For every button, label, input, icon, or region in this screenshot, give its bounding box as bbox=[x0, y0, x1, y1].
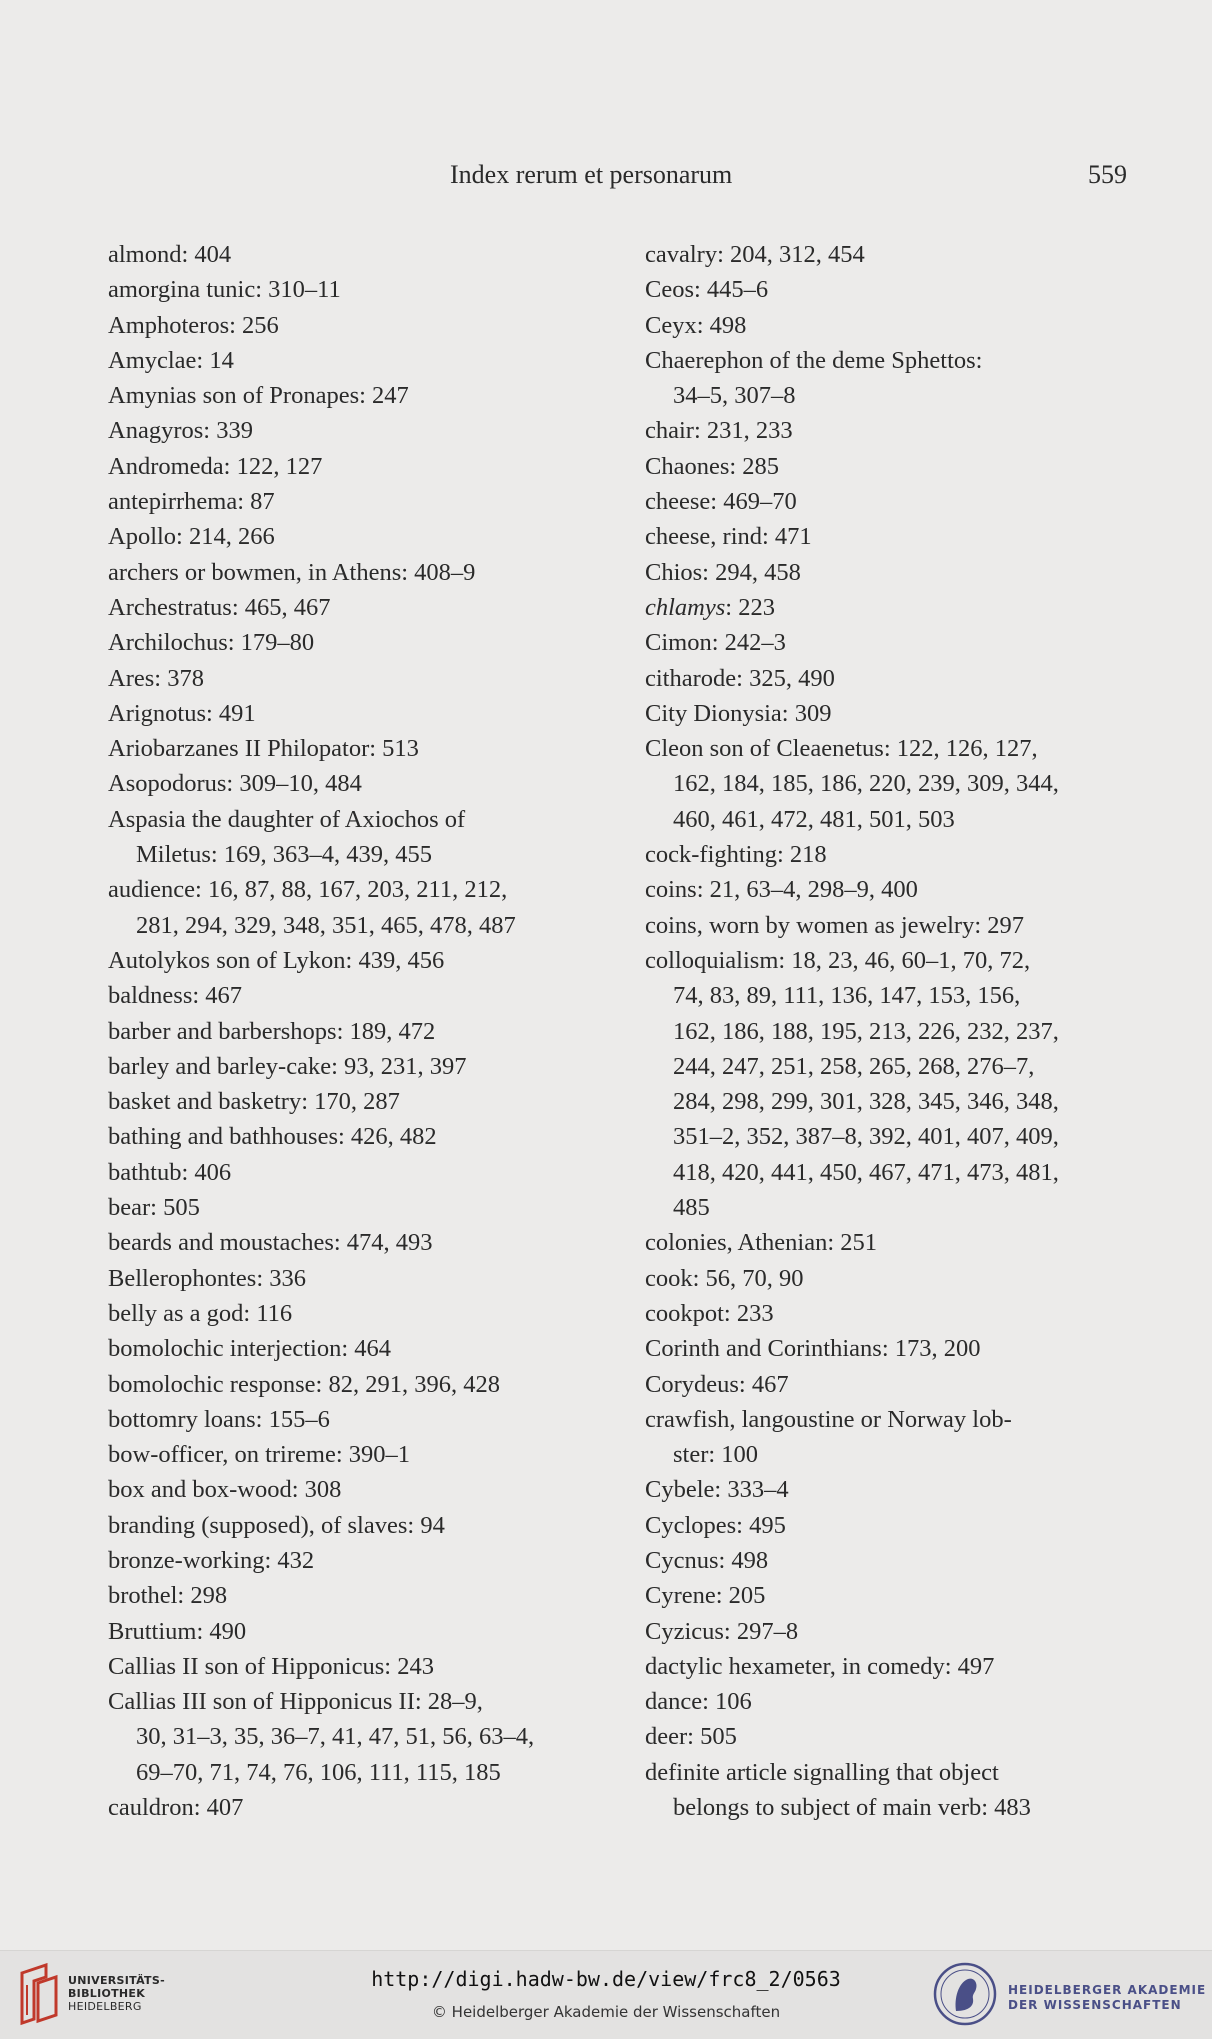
index-entry-text: citharode: 325, 490 bbox=[645, 664, 835, 692]
academy-name bbox=[1008, 1983, 1206, 2013]
index-entry-continuation: 30, 31–3, 35, 36–7, 41, 47, 51, 56, 63–4, bbox=[136, 1723, 535, 1751]
index-entry bbox=[645, 1719, 1125, 1754]
index-entry bbox=[645, 590, 1125, 625]
index-entry-text: archers or bowmen, in Athens: 408–9 bbox=[108, 558, 476, 586]
index-entry-text: baldness: 467 bbox=[108, 982, 243, 1010]
index-entry bbox=[108, 1472, 628, 1507]
index-entry-text: Cimon: 242–3 bbox=[645, 629, 786, 657]
index-entry-text: Aspasia the daughter of Axiochos of bbox=[108, 805, 466, 833]
academy-logo[interactable] bbox=[932, 1961, 1207, 2031]
index-entry bbox=[108, 943, 628, 978]
index-entry-text: Cyzicus: 297–8 bbox=[645, 1617, 799, 1645]
index-entry-text: Archilochus: 179–80 bbox=[108, 629, 315, 657]
index-entry bbox=[108, 1049, 628, 1084]
index-entry bbox=[645, 837, 1125, 872]
index-entry bbox=[108, 661, 628, 696]
index-entry bbox=[645, 1472, 1125, 1507]
index-entry bbox=[645, 1649, 1125, 1684]
index-entry bbox=[645, 661, 1125, 696]
index-entry-text: Chaerephon of the deme Sphettos: bbox=[645, 346, 983, 374]
index-entry bbox=[645, 519, 1125, 554]
index-entry bbox=[108, 1684, 628, 1790]
index-entry-text: bomolochic response: 82, 291, 396, 428 bbox=[108, 1370, 500, 1398]
running-head-title: Index rerum et personarum bbox=[450, 160, 733, 189]
index-entry-continuation: 460, 461, 472, 481, 501, 503 bbox=[673, 805, 955, 833]
index-entry bbox=[645, 731, 1125, 837]
index-entry bbox=[645, 1684, 1125, 1719]
index-entry bbox=[108, 1014, 628, 1049]
index-entry-text: cavalry: 204, 312, 454 bbox=[645, 241, 865, 268]
copyright-notice: © Heidelberger Akademie der Wissenschaften bbox=[431, 2003, 781, 2021]
index-entry-text: amorgina tunic: 310–11 bbox=[108, 276, 341, 304]
index-entry-continuation: Miletus: 169, 363–4, 439, 455 bbox=[136, 841, 433, 869]
index-entry-text: Amyclae: 14 bbox=[108, 346, 234, 374]
index-entry-text: cock-fighting: 218 bbox=[645, 841, 827, 869]
index-entry-text: Chaones: 285 bbox=[645, 452, 780, 480]
viewer-footer bbox=[0, 1950, 1212, 2039]
academy-name-line1: HEIDELBERGER AKADEMIE bbox=[1008, 1983, 1207, 1997]
index-entry bbox=[645, 872, 1125, 907]
index-entry bbox=[108, 1367, 628, 1402]
index-entry bbox=[645, 696, 1125, 731]
index-entry-text: barber and barbershops: 189, 472 bbox=[108, 1017, 436, 1045]
index-entry-text: Autolykos son of Lykon: 439, 456 bbox=[108, 946, 445, 974]
index-entry-continuation: ster: 100 bbox=[673, 1441, 759, 1469]
index-entry bbox=[645, 555, 1125, 590]
index-entry-text: Amynias son of Pronapes: 247 bbox=[108, 382, 409, 410]
ub-name-line3: HEIDELBERG bbox=[68, 2000, 142, 2013]
index-entry bbox=[108, 449, 628, 484]
index-entry-text: brothel: 298 bbox=[108, 1582, 228, 1610]
index-entry bbox=[645, 237, 1125, 272]
index-entry bbox=[645, 1261, 1125, 1296]
index-entry-text: definite article signalling that object bbox=[645, 1758, 999, 1786]
index-entry-continuation: 284, 298, 299, 301, 328, 345, 346, 348, bbox=[673, 1088, 1059, 1116]
index-column-left bbox=[108, 237, 628, 1825]
index-entry-continuation: 281, 294, 329, 348, 351, 465, 478, 487 bbox=[136, 911, 516, 939]
permalink-url[interactable]: http://digi.hadw-bw.de/view/frc8_2/0563 bbox=[371, 1967, 841, 1991]
index-entry bbox=[108, 413, 628, 448]
index-entry-continuation: 74, 83, 89, 111, 136, 147, 153, 156, bbox=[673, 982, 1021, 1010]
index-entry bbox=[108, 625, 628, 660]
index-entry bbox=[108, 272, 628, 307]
index-entry bbox=[108, 1296, 628, 1331]
index-entry-text: audience: 16, 87, 88, 167, 203, 211, 212, bbox=[108, 876, 508, 904]
index-entry bbox=[645, 484, 1125, 519]
index-entry-text: beards and moustaches: 474, 493 bbox=[108, 1229, 433, 1257]
index-entry-text: dactylic hexameter, in comedy: 497 bbox=[645, 1652, 995, 1680]
index-entry bbox=[108, 1261, 628, 1296]
index-entry bbox=[645, 1755, 1125, 1826]
index-entry bbox=[645, 908, 1125, 943]
index-entry-text: Asopodorus: 309–10, 484 bbox=[108, 770, 362, 798]
index-entry-text: branding (supposed), of slaves: 94 bbox=[108, 1511, 445, 1539]
index-entry-text: basket and basketry: 170, 287 bbox=[108, 1088, 400, 1116]
index-entry bbox=[108, 308, 628, 343]
academy-name-line2: DER WISSENSCHAFTEN bbox=[1008, 1998, 1182, 2012]
index-entry bbox=[108, 555, 628, 590]
index-entry-text: Cleon son of Cleaenetus: 122, 126, 127, bbox=[645, 735, 1038, 763]
index-entry-text: barley and barley-cake: 93, 231, 397 bbox=[108, 1052, 467, 1080]
index-entry bbox=[108, 1331, 628, 1366]
index-entry-text: Chios: 294, 458 bbox=[645, 558, 801, 586]
index-entry-text: Bruttium: 490 bbox=[108, 1617, 247, 1645]
index-entry-text: Corinth and Corinthians: 173, 200 bbox=[645, 1335, 981, 1363]
index-entry bbox=[108, 872, 628, 943]
index-entry-text: bronze-working: 432 bbox=[108, 1546, 315, 1574]
index-entry bbox=[108, 766, 628, 801]
index-entry-continuation: 34–5, 307–8 bbox=[673, 382, 796, 410]
index-entry bbox=[645, 343, 1125, 414]
index-entry-continuation: belongs to subject of main verb: 483 bbox=[673, 1794, 1031, 1822]
index-entry-text: dance: 106 bbox=[645, 1688, 752, 1716]
index-entry-text: Ariobarzanes II Philopator: 513 bbox=[108, 735, 419, 763]
index-entry-text: chlamys: 223 bbox=[645, 593, 775, 621]
index-entry bbox=[645, 1543, 1125, 1578]
index-entry-text: box and box-wood: 308 bbox=[108, 1476, 342, 1504]
ub-name-line2: BIBLIOTHEK bbox=[68, 1987, 146, 2000]
index-entry bbox=[108, 1402, 628, 1437]
index-entry-text: Cycnus: 498 bbox=[645, 1546, 769, 1574]
index-entry-continuation: 244, 247, 251, 258, 265, 268, 276–7, bbox=[673, 1052, 1035, 1080]
index-entry bbox=[108, 1543, 628, 1578]
index-entry bbox=[108, 802, 628, 873]
index-entry bbox=[645, 1225, 1125, 1260]
index-entry bbox=[645, 1367, 1125, 1402]
index-entry bbox=[645, 308, 1125, 343]
index-entry bbox=[108, 1649, 628, 1684]
index-entry-continuation: 162, 184, 185, 186, 220, 239, 309, 344, bbox=[673, 770, 1059, 798]
index-entry-continuation: 69–70, 71, 74, 76, 106, 111, 115, 185 bbox=[136, 1758, 501, 1786]
index-entry-text: Ceos: 445–6 bbox=[645, 276, 769, 304]
academy-seal-icon bbox=[932, 1961, 998, 2027]
index-column-right bbox=[645, 237, 1125, 1825]
index-entry bbox=[645, 1614, 1125, 1649]
index-entry-text: Bellerophontes: 336 bbox=[108, 1264, 307, 1292]
index-entry bbox=[645, 1578, 1125, 1613]
index-entry bbox=[645, 1296, 1125, 1331]
index-entry bbox=[645, 1508, 1125, 1543]
index-entry-text: belly as a god: 116 bbox=[108, 1299, 293, 1327]
index-entry bbox=[645, 943, 1125, 1225]
index-entry-text: antepirrhema: 87 bbox=[108, 488, 275, 516]
index-entry bbox=[108, 1119, 628, 1154]
index-entry-continuation: 351–2, 352, 387–8, 392, 401, 407, 409, bbox=[673, 1123, 1059, 1151]
index-entry bbox=[108, 1437, 628, 1472]
index-entry bbox=[108, 1225, 628, 1260]
index-entry-text: Callias II son of Hipponicus: 243 bbox=[108, 1652, 434, 1680]
index-entry bbox=[645, 413, 1125, 448]
index-entry-text: Anagyros: 339 bbox=[108, 417, 253, 445]
index-entry bbox=[108, 731, 628, 766]
index-entry bbox=[108, 237, 628, 272]
index-entry bbox=[108, 696, 628, 731]
index-entry-text: bottomry loans: 155–6 bbox=[108, 1405, 330, 1433]
index-entry-text: Andromeda: 122, 127 bbox=[108, 452, 323, 480]
index-entry-text: cook: 56, 70, 90 bbox=[645, 1264, 804, 1292]
index-entry-continuation: 162, 186, 188, 195, 213, 226, 232, 237, bbox=[673, 1017, 1059, 1045]
page-number: 559 bbox=[1088, 160, 1127, 189]
index-entry-text: Cybele: 333–4 bbox=[645, 1476, 789, 1504]
index-entry-text: almond: 404 bbox=[108, 241, 232, 268]
index-entry bbox=[108, 1578, 628, 1613]
index-entry bbox=[645, 449, 1125, 484]
index-entry-text: Archestratus: 465, 467 bbox=[108, 593, 331, 621]
index-entry-text: bomolochic interjection: 464 bbox=[108, 1335, 392, 1363]
index-entry bbox=[108, 1190, 628, 1225]
index-entry-text: Corydeus: 467 bbox=[645, 1370, 789, 1398]
index-entry-continuation: 485 bbox=[673, 1194, 710, 1222]
index-entry-text: cheese: 469–70 bbox=[645, 488, 797, 516]
index-entry bbox=[108, 1790, 628, 1825]
index-entry-text: Cyrene: 205 bbox=[645, 1582, 766, 1610]
index-entry-text: bathtub: 406 bbox=[108, 1158, 232, 1186]
index-entry bbox=[645, 1331, 1125, 1366]
index-entry bbox=[108, 1614, 628, 1649]
index-entry bbox=[108, 484, 628, 519]
index-entry bbox=[645, 625, 1125, 660]
index-entry-text: coins: 21, 63–4, 298–9, 400 bbox=[645, 876, 918, 904]
index-entry bbox=[108, 1508, 628, 1543]
index-entry-text: bow-officer, on trireme: 390–1 bbox=[108, 1441, 411, 1469]
index-entry-text: City Dionysia: 309 bbox=[645, 699, 832, 727]
index-entry-text: deer: 505 bbox=[645, 1723, 737, 1751]
index-entry-text: bathing and bathhouses: 426, 482 bbox=[108, 1123, 437, 1151]
index-entry-text: Ares: 378 bbox=[108, 664, 204, 692]
index-entry bbox=[108, 978, 628, 1013]
index-entry-text: coins, worn by women as jewelry: 297 bbox=[645, 911, 1024, 939]
running-head bbox=[0, 160, 1212, 200]
index-entry bbox=[108, 1155, 628, 1190]
index-entry-text: Apollo: 214, 266 bbox=[108, 523, 275, 551]
index-entry bbox=[108, 590, 628, 625]
index-entry-text: cauldron: 407 bbox=[108, 1794, 244, 1822]
index-entry bbox=[108, 343, 628, 378]
index-entry-text: bear: 505 bbox=[108, 1194, 200, 1222]
index-entry-continuation: 418, 420, 441, 450, 467, 471, 473, 481, bbox=[673, 1158, 1059, 1186]
index-entry-text: cookpot: 233 bbox=[645, 1299, 774, 1327]
index-entry bbox=[108, 1084, 628, 1119]
index-entry bbox=[108, 378, 628, 413]
index-entry-text: colloquialism: 18, 23, 46, 60–1, 70, 72, bbox=[645, 946, 1031, 974]
index-entry-text: crawfish, langoustine or Norway lob- bbox=[645, 1405, 1012, 1433]
index-entry-text: chair: 231, 233 bbox=[645, 417, 793, 445]
index-entry-text: colonies, Athenian: 251 bbox=[645, 1229, 878, 1257]
index-entry bbox=[645, 272, 1125, 307]
index-entry-text: Cyclopes: 495 bbox=[645, 1511, 786, 1539]
index-entry-text: Callias III son of Hipponicus II: 28–9, bbox=[108, 1688, 483, 1716]
index-entry-text: Ceyx: 498 bbox=[645, 311, 747, 339]
index-entry-text: Amphoteros: 256 bbox=[108, 311, 279, 339]
index-entry-text: cheese, rind: 471 bbox=[645, 523, 812, 551]
index-entry bbox=[645, 1402, 1125, 1473]
index-entry bbox=[108, 519, 628, 554]
ub-name-line1: UNIVERSITÄTS- bbox=[68, 1974, 165, 1987]
index-entry-text: Arignotus: 491 bbox=[108, 699, 256, 727]
